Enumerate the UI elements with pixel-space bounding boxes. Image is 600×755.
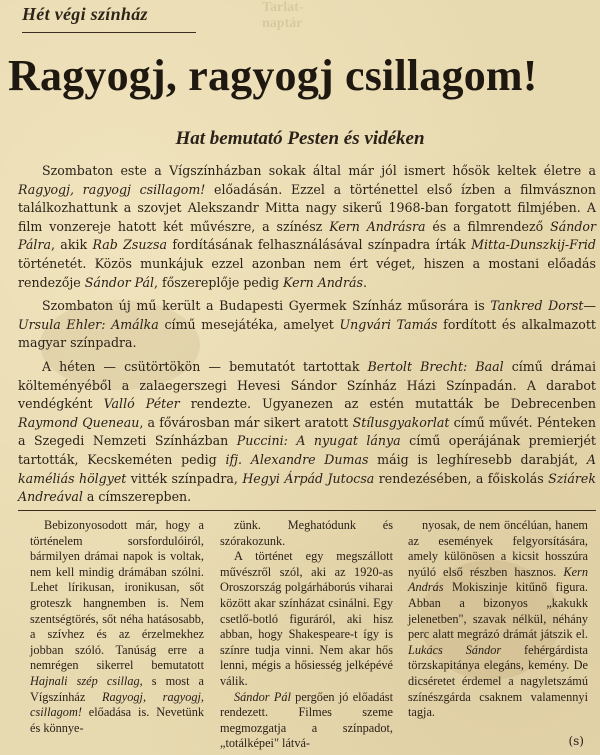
text-run: Bebizonyosodott már, hogy a történelem sorsfordulóiról, bármilyen drámai napok is voltak, nem kell mindig drámában szólni. Lehet lírikusan, ironikusan, sőt groteszk hangnemben is. Nem szentségtörés, sőt néha hatásosabb, a szívhez és az érzelmekhez jobban szóló. Tanúság erre a nemrégen sikerrel bemutatott bbox=[30, 518, 204, 673]
text-run: , a fővárosban már sikert aratott bbox=[139, 414, 353, 430]
paragraph bbox=[18, 358, 596, 507]
paragraph bbox=[30, 518, 204, 736]
text-run: előadása is. Nevetünk és könnye- bbox=[30, 705, 204, 735]
section-divider bbox=[18, 510, 596, 511]
text-run: Szombaton új mű került a Budapesti Gyermek Színház műsorára is bbox=[42, 298, 491, 314]
text-run: Mokiszinje kitűnő figura. Abban a bizonyos „kakukk jelenetben", szavak nélkül, néhány perc alatt megrázó drámát játszik el. bbox=[408, 580, 588, 642]
italic-name: ifj. Alexandre Dumas bbox=[225, 451, 369, 467]
italic-name: Valló Péter bbox=[103, 396, 180, 412]
text-run: című operájának premierjét tartották, Kecskeméten pedig bbox=[18, 433, 596, 467]
author-signature: (s) bbox=[568, 734, 584, 748]
italic-name: Hegyi Árpád Jutocsa bbox=[242, 470, 375, 486]
text-run: máig is leghíresebb darabját, bbox=[368, 451, 587, 467]
text-run: zünk. Meghatódunk és szórakozunk. bbox=[220, 518, 393, 548]
kicker-rule bbox=[22, 32, 196, 33]
text-run: és a filmrendező bbox=[425, 218, 551, 234]
headline: Ragyogj, ragyogj csillagom! bbox=[8, 51, 538, 100]
italic-name: Rab Zsuzsa bbox=[92, 237, 168, 253]
text-run: című mesejátéka, amelyet bbox=[158, 316, 340, 332]
text-run: . bbox=[362, 274, 367, 290]
paragraph bbox=[18, 297, 596, 353]
italic-name: Raymond Queneau bbox=[18, 414, 140, 430]
text-run: , akik bbox=[50, 237, 93, 253]
italic-name: Tankred Dorst—Ursula Ehler: Amálka bbox=[18, 298, 596, 332]
text-run: Szombaton este a Vígszínházban sokak által már jól ismert hősök keltek életre a bbox=[42, 163, 596, 178]
italic-name: Puccini: A nyugat lánya bbox=[236, 433, 401, 449]
text-run: rendezésében, a főiskolás bbox=[374, 470, 549, 486]
paragraph bbox=[18, 162, 596, 292]
text-run: fordított és alkalmazott magyar színpadra. bbox=[18, 316, 596, 351]
text-run: című drámai költeményéből a zalaegerszegi Hevesi Sándor Színház Házi Színpadán. A darabot vendégként bbox=[18, 358, 596, 412]
italic-name: Sándor Pálra bbox=[18, 218, 596, 253]
text-run: fordításának felhasználásával színpadra írták bbox=[167, 237, 472, 253]
italic-name: Kern András bbox=[283, 274, 363, 290]
italic-name: Bertolt Brecht: Baal bbox=[367, 358, 504, 374]
paragraph bbox=[220, 518, 393, 549]
text-run: A héten — csütörtökön — bemutatót tartottak bbox=[42, 358, 368, 374]
text-run: a címszerepben. bbox=[82, 489, 192, 505]
bleed-through-text: Tarlat- naptár bbox=[262, 0, 304, 31]
italic-name: Mitta-Dunszkij-Frid bbox=[471, 237, 596, 253]
italic-name: Sándor Pál bbox=[84, 274, 155, 290]
italic-name: Ragyogj, ragyogj, csillagom! bbox=[30, 689, 204, 720]
text-run: vitték színpadra, bbox=[126, 470, 243, 486]
section-kicker: Hét végi színház bbox=[22, 4, 148, 24]
text-run: pergően jó előadást rendezett. Filmes szeme megmozgatja a színpadot, „totálképei" látvá- bbox=[220, 689, 393, 751]
paragraph bbox=[220, 690, 393, 752]
paragraph bbox=[408, 518, 588, 721]
text-run: rendezte. Ugyanezen az estén mutatták be Debrecenben bbox=[179, 396, 597, 412]
italic-name: Sándor Pál bbox=[234, 689, 291, 704]
italic-name: Sziárek Andreával bbox=[18, 470, 596, 505]
review-column-3 bbox=[408, 518, 588, 721]
text-run: című művét. Pénteken a Szegedi Nemzeti Színházban bbox=[18, 414, 596, 449]
review-column-1 bbox=[30, 518, 204, 736]
italic-name: Lukács Sándor bbox=[408, 642, 502, 657]
text-run: , főszereplője pedig bbox=[154, 274, 284, 290]
italic-name: Kern Andrásra bbox=[329, 218, 426, 234]
italic-name: A kaméliás hölgyet bbox=[18, 451, 596, 486]
text-run: , s most a Vígszínház bbox=[30, 673, 204, 704]
lead-article bbox=[18, 162, 596, 512]
text-run: előadásán. Ezzel a történettel első ízben a filmvásznon találkozhattunk a szovjet Alekszandr Mitta nagy sikerű 1968-ban forgatott filmjében. A film vonzereje hatott két művészre, a színész bbox=[18, 181, 597, 234]
italic-name: Ragyogj, ragyogj csillagom! bbox=[18, 181, 206, 197]
paragraph bbox=[220, 549, 393, 689]
text-run: nyosak, de nem öncélúan, hanem az események felgyorsítására, amely különösen a kicsit hosszúra nyúló első részben hasznos. bbox=[408, 518, 588, 579]
italic-name: Ungvári Tamás bbox=[339, 316, 438, 332]
italic-name: Kern András bbox=[408, 564, 588, 595]
italic-name: Stílusgyakorlat bbox=[352, 414, 450, 430]
text-run: A történet egy megszállott művészről szól, aki az 1920-as Oroszország polgárháborús viharai között akar színházat csinálni. Egy csetlő-botló figuráról, aki hisz abban, hogy Shakespeare-t így is színre tudja vinni. Nem akar hős lenni, mégis a hősiesség jelképévé válik. bbox=[220, 549, 393, 688]
italic-name: Hajnali szép csillag bbox=[30, 673, 140, 688]
text-run: történetét. Közös munkájuk ezzel azonban nem ért véget, hiszen a mostani előadás rendezője bbox=[18, 255, 596, 290]
subheadline: Hat bemutató Pesten és vidéken bbox=[175, 128, 425, 149]
text-run: fehérgárdista törzskapitánya elegáns, kemény. De dicséretet érdemel a nagyletszámú színészgárda csaknem valamennyi tagja. bbox=[408, 642, 588, 720]
review-column-2 bbox=[220, 518, 393, 752]
